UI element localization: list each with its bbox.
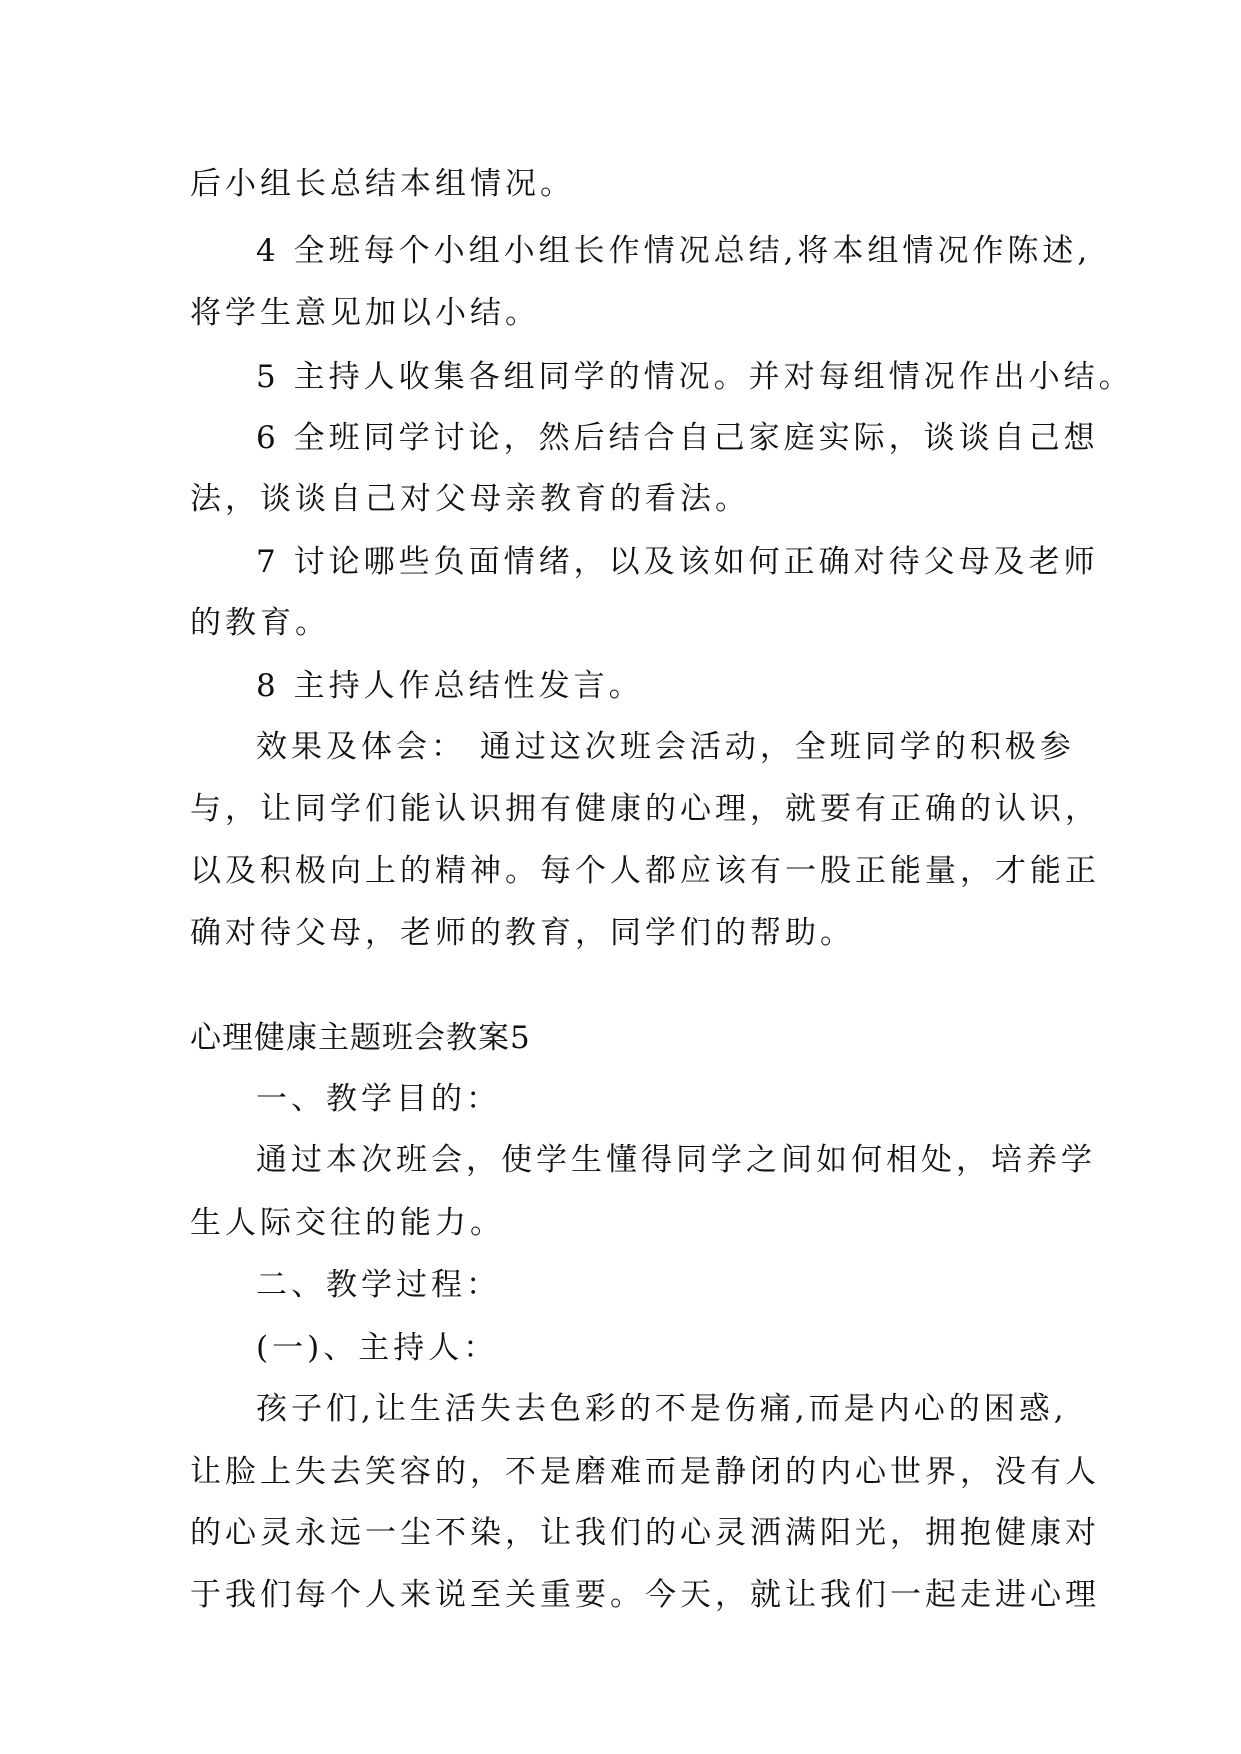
paragraph-line: 生人际交往的能力。 (190, 1205, 505, 1241)
step-8-line: 8 主持人作总结性发言。 (256, 668, 644, 704)
step-4-line: 4 全班每个小组小组长作情况总结,将本组情况作陈述, (256, 233, 1092, 269)
paragraph-line: 让脸上失去笑容的，不是磨难而是静闭的内心世界，没有人 (190, 1454, 1100, 1490)
step-5-line: 5 主持人收集各组同学的情况。并对每组情况作出小结。 (256, 359, 1134, 395)
effect-paragraph-line: 效果及体会： 通过这次班会活动，全班同学的积极参 (256, 729, 1075, 765)
paragraph-line: 以及积极向上的精神。每个人都应该有一股正能量，才能正 (190, 853, 1100, 889)
step-6-line: 6 全班同学讨论，然后结合自己家庭实际，谈谈自己想 (256, 420, 1099, 456)
paragraph-line: 后小组长总结本组情况。 (190, 166, 575, 202)
paragraph-line: 确对待父母，老师的教育，同学们的帮助。 (190, 915, 855, 951)
step-7-line: 7 讨论哪些负面情绪，以及该如何正确对待父母及老师 (256, 544, 1099, 580)
subheading-line: (一)、主持人： (256, 1330, 499, 1366)
paragraph-line: 的教育。 (190, 605, 330, 641)
paragraph-line: 与，让同学们能认识拥有健康的心理，就要有正确的认识， (190, 791, 1100, 827)
paragraph-line: 法，谈谈自己对父母亲教育的看法。 (190, 481, 750, 517)
paragraph-line: 于我们每个人来说至关重要。今天，就让我们一起走进心理 (190, 1577, 1100, 1613)
paragraph-line: 的心灵永远一尘不染，让我们的心灵洒满阳光，拥抱健康对 (190, 1515, 1100, 1551)
paragraph-line: 将学生意见加以小结。 (190, 295, 540, 331)
paragraph-line: 通过本次班会，使学生懂得同学之间如何相处，培养学 (256, 1142, 1096, 1178)
section-title: 心理健康主题班会教案5 (190, 1020, 531, 1056)
subheading-line: 二、教学过程： (256, 1267, 501, 1303)
subheading-line: 一、教学目的： (256, 1081, 501, 1117)
paragraph-line: 孩子们,让生活失去色彩的不是伤痛,而是内心的困惑, (256, 1391, 1068, 1427)
